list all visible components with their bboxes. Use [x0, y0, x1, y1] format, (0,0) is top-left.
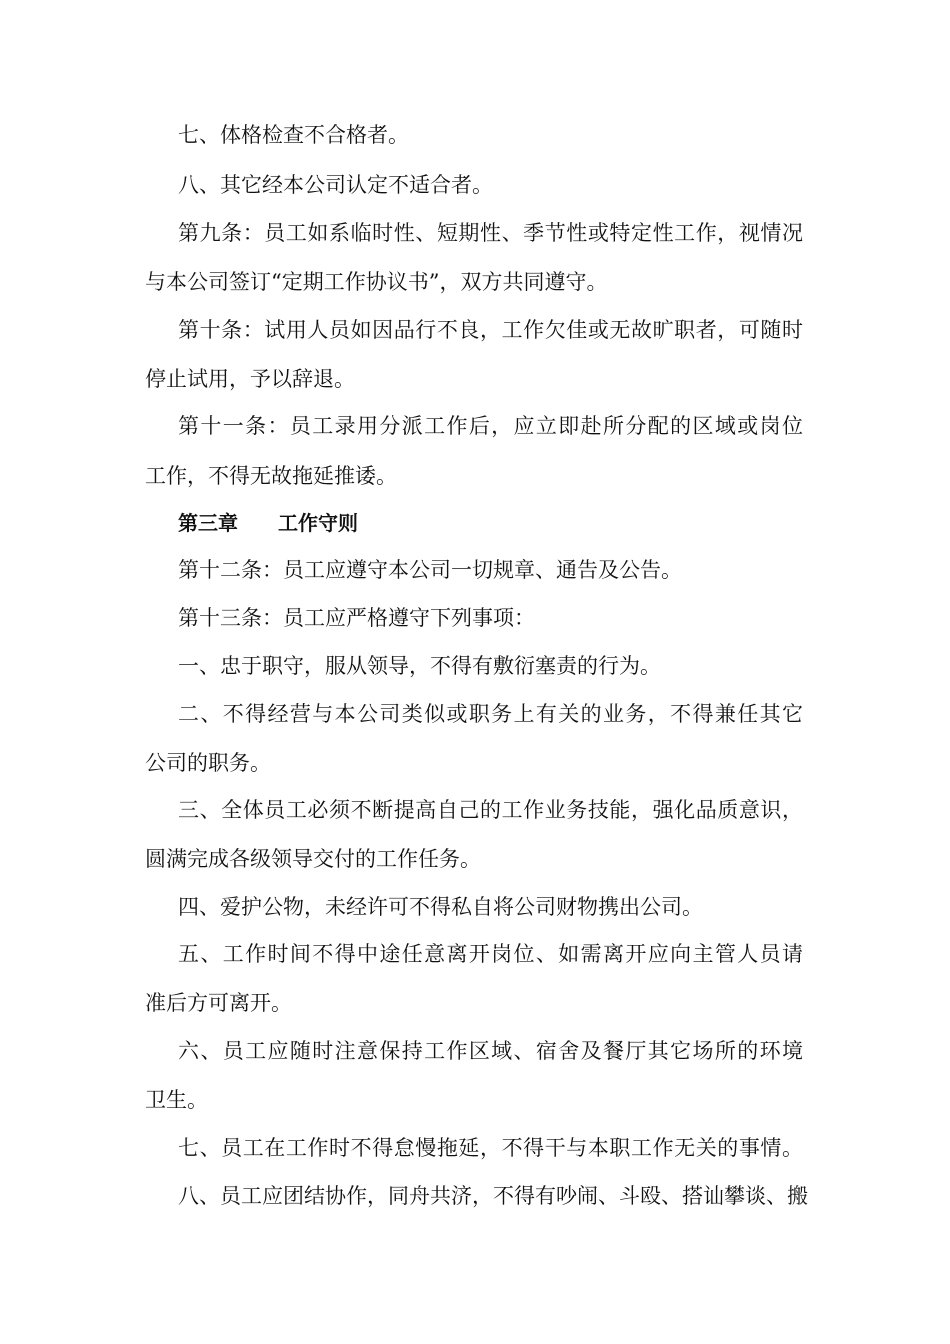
- paragraph-line: 四、爱护公物，未经许可不得私自将公司财物携出公司。: [178, 895, 703, 919]
- paragraph-line: 一、忠于职守，服从领导，不得有敷衍塞责的行为。: [178, 654, 661, 678]
- paragraph-line: 三、全体员工必须不断提高自己的工作业务技能，强化品质意识，: [178, 798, 803, 822]
- paragraph-line: 八、员工应团结协作，同舟共济，不得有吵闹、斗殴、搭讪攀谈、搬: [178, 1184, 808, 1208]
- paragraph-line: 七、员工在工作时不得怠慢拖延，不得干与本职工作无关的事情。: [178, 1136, 803, 1160]
- paragraph-line: 第十条：试用人员如因品行不良，工作欠佳或无故旷职者，可随时: [178, 318, 803, 342]
- chapter-title: 工作守则: [278, 511, 358, 535]
- paragraph-line: 七、体格检查不合格者。: [178, 123, 409, 147]
- paragraph-line: 第十二条：员工应遵守本公司一切规章、通告及公告。: [178, 558, 682, 582]
- paragraph-line: 第十一条：员工录用分派工作后，应立即赴所分配的区域或岗位: [178, 414, 803, 438]
- paragraph-line: 与本公司签订“定期工作协议书”，双方共同遵守。: [145, 270, 608, 294]
- paragraph-line: 圆满完成各级领导交付的工作任务。: [145, 847, 481, 871]
- paragraph-line: 公司的职务。: [145, 751, 271, 775]
- paragraph-line: 停止试用，予以辞退。: [145, 367, 355, 391]
- paragraph-line: 第九条：员工如系临时性、短期性、季节性或特定性工作，视情况: [178, 221, 803, 245]
- paragraph-line: 工作，不得无故拖延推诿。: [145, 464, 397, 488]
- paragraph-line: 第十三条：员工应严格遵守下列事项：: [178, 606, 535, 630]
- paragraph-line: 六、员工应随时注意保持工作区域、宿舍及餐厅其它场所的环境: [178, 1039, 803, 1063]
- paragraph-line: 二、不得经营与本公司类似或职务上有关的业务，不得兼任其它: [178, 702, 803, 726]
- paragraph-line: 准后方可离开。: [145, 991, 292, 1015]
- paragraph-line: 五、工作时间不得中途任意离开岗位、如需离开应向主管人员请: [178, 942, 803, 966]
- paragraph-line: 八、其它经本公司认定不适合者。: [178, 173, 493, 197]
- chapter-number: 第三章: [178, 511, 238, 535]
- paragraph-line: 卫生。: [145, 1088, 208, 1112]
- chapter-heading: [0, 508, 950, 538]
